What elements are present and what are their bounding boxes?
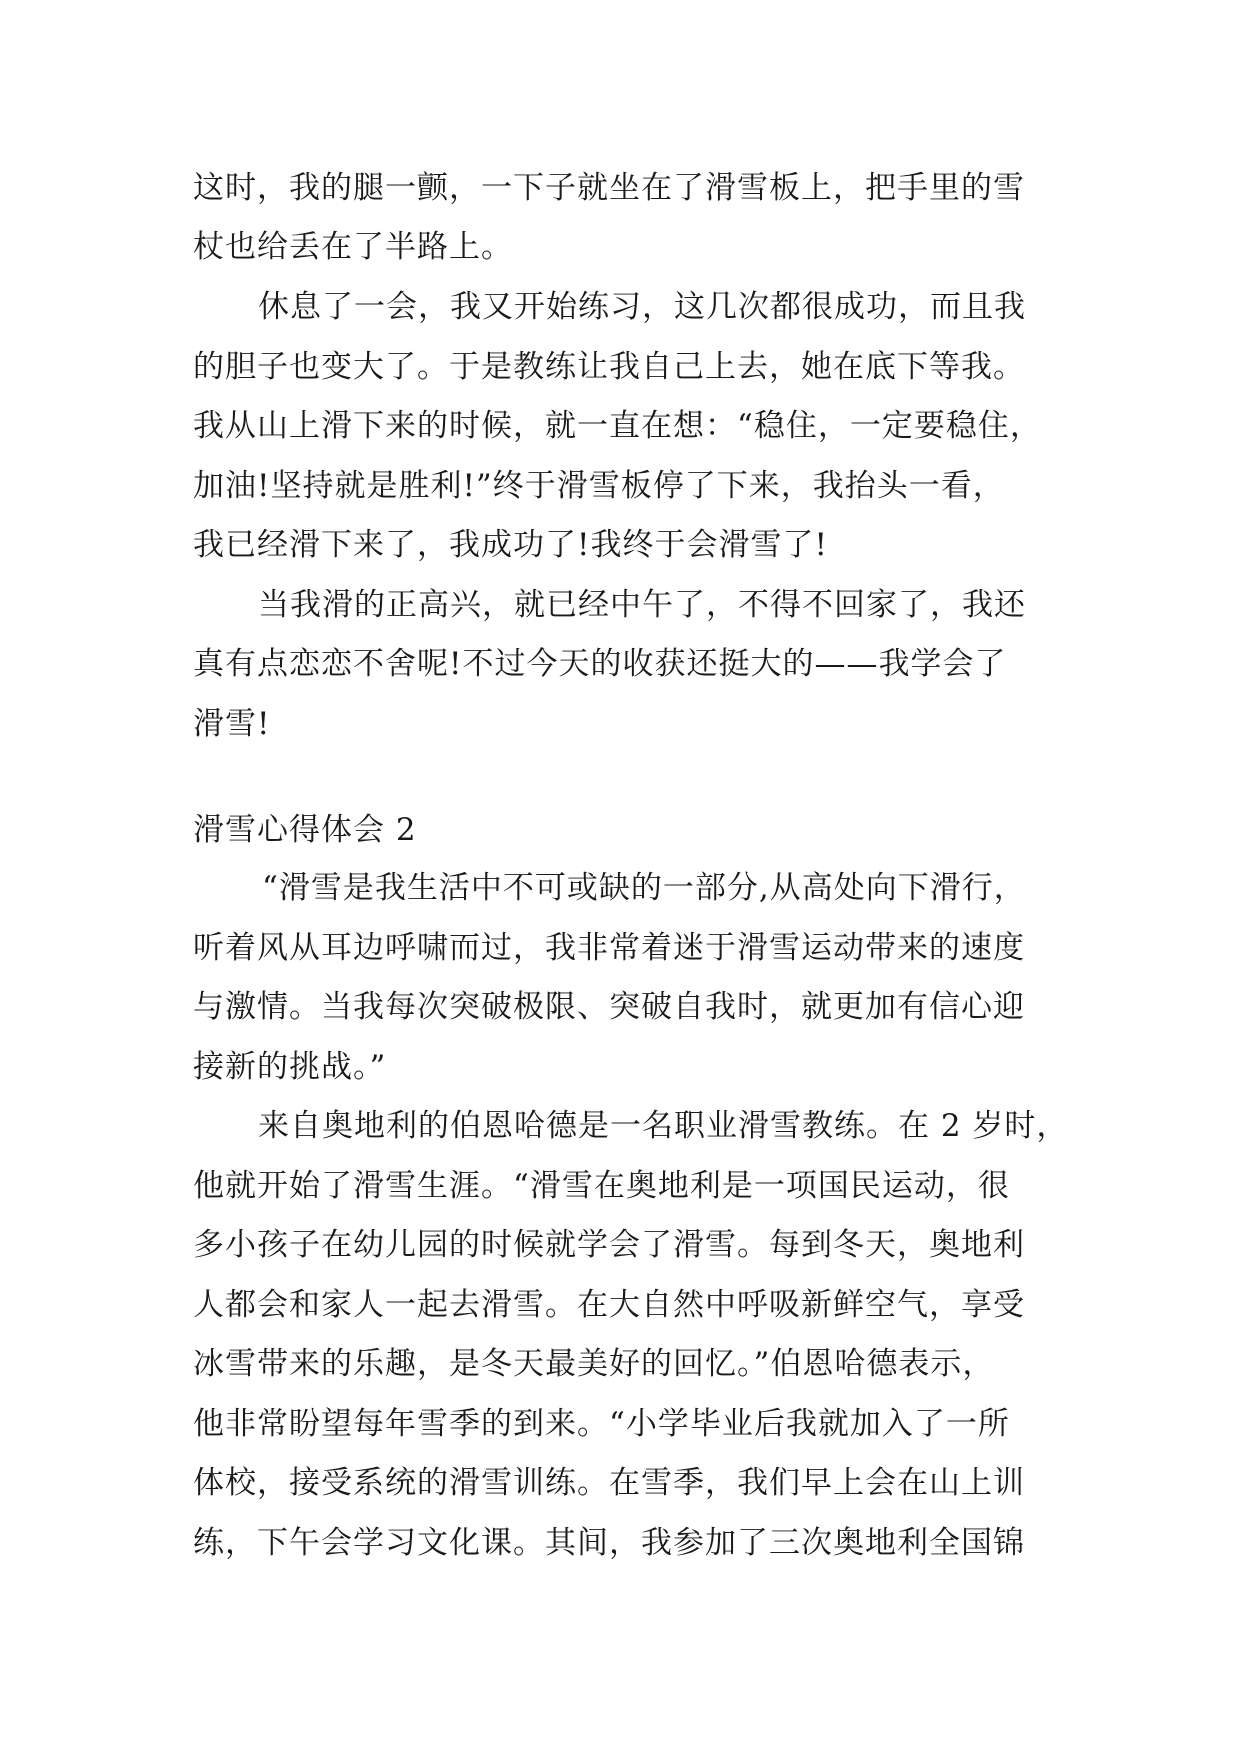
paragraph-line: 我已经滑下来了，我成功了!我终于会滑雪了! bbox=[193, 527, 828, 563]
paragraph-line: 的胆子也变大了。于是教练让我自己上去，她在底下等我。 bbox=[193, 349, 1025, 385]
paragraph-line: “滑雪是我生活中不可或缺的一部分,从高处向下滑行， bbox=[262, 870, 1026, 906]
paragraph-line: 与激情。当我每次突破极限、突破自我时，就更加有信心迎 bbox=[193, 989, 1025, 1025]
paragraph-line: 听着风从耳边呼啸而过，我非常着迷于滑雪运动带来的速度 bbox=[193, 930, 1025, 966]
paragraph-line: 来自奥地利的伯恩哈德是一名职业滑雪教练。在 2 岁时， bbox=[258, 1108, 1069, 1144]
paragraph-line: 练，下午会学习文化课。其间，我参加了三次奥地利全国锦 bbox=[193, 1525, 1025, 1561]
paragraph-line: 他非常盼望每年雪季的到来。“小学毕业后我就加入了一所 bbox=[193, 1406, 1010, 1442]
paragraph-line: 加油!坚持就是胜利!”终于滑雪板停了下来，我抬头一看， bbox=[193, 468, 1005, 504]
paragraph-line: 这时，我的腿一颤，一下子就坐在了滑雪板上，把手里的雪 bbox=[193, 170, 1025, 206]
paragraph-line: 体校，接受系统的滑雪训练。在雪季，我们早上会在山上训 bbox=[193, 1465, 1025, 1501]
paragraph-line: 滑雪! bbox=[193, 706, 271, 742]
paragraph-line: 他就开始了滑雪生涯。“滑雪在奥地利是一项国民运动，很 bbox=[193, 1168, 1010, 1204]
paragraph-line: 冰雪带来的乐趣，是冬天最美好的回忆。”伯恩哈德表示， bbox=[193, 1346, 995, 1382]
paragraph-line: 我从山上滑下来的时候，就一直在想：“稳住，一定要稳住， bbox=[193, 408, 1042, 444]
paragraph-line: 当我滑的正高兴，就已经中午了，不得不回家了，我还 bbox=[258, 587, 1026, 623]
paragraph-line: 接新的挑战。” bbox=[193, 1049, 387, 1085]
paragraph-line: 真有点恋恋不舍呢!不过今天的收获还挺大的——我学会了 bbox=[193, 646, 1007, 682]
paragraph-line: 人都会和家人一起去滑雪。在大自然中呼吸新鲜空气，享受 bbox=[193, 1287, 1025, 1323]
paragraph-line: 杖也给丢在了半路上。 bbox=[193, 229, 513, 265]
paragraph-line: 多小孩子在幼儿园的时候就学会了滑雪。每到冬天，奥地利 bbox=[193, 1227, 1025, 1263]
section-heading: 滑雪心得体会 2 bbox=[193, 812, 417, 848]
paragraph-line: 休息了一会，我又开始练习，这几次都很成功，而且我 bbox=[258, 289, 1026, 325]
